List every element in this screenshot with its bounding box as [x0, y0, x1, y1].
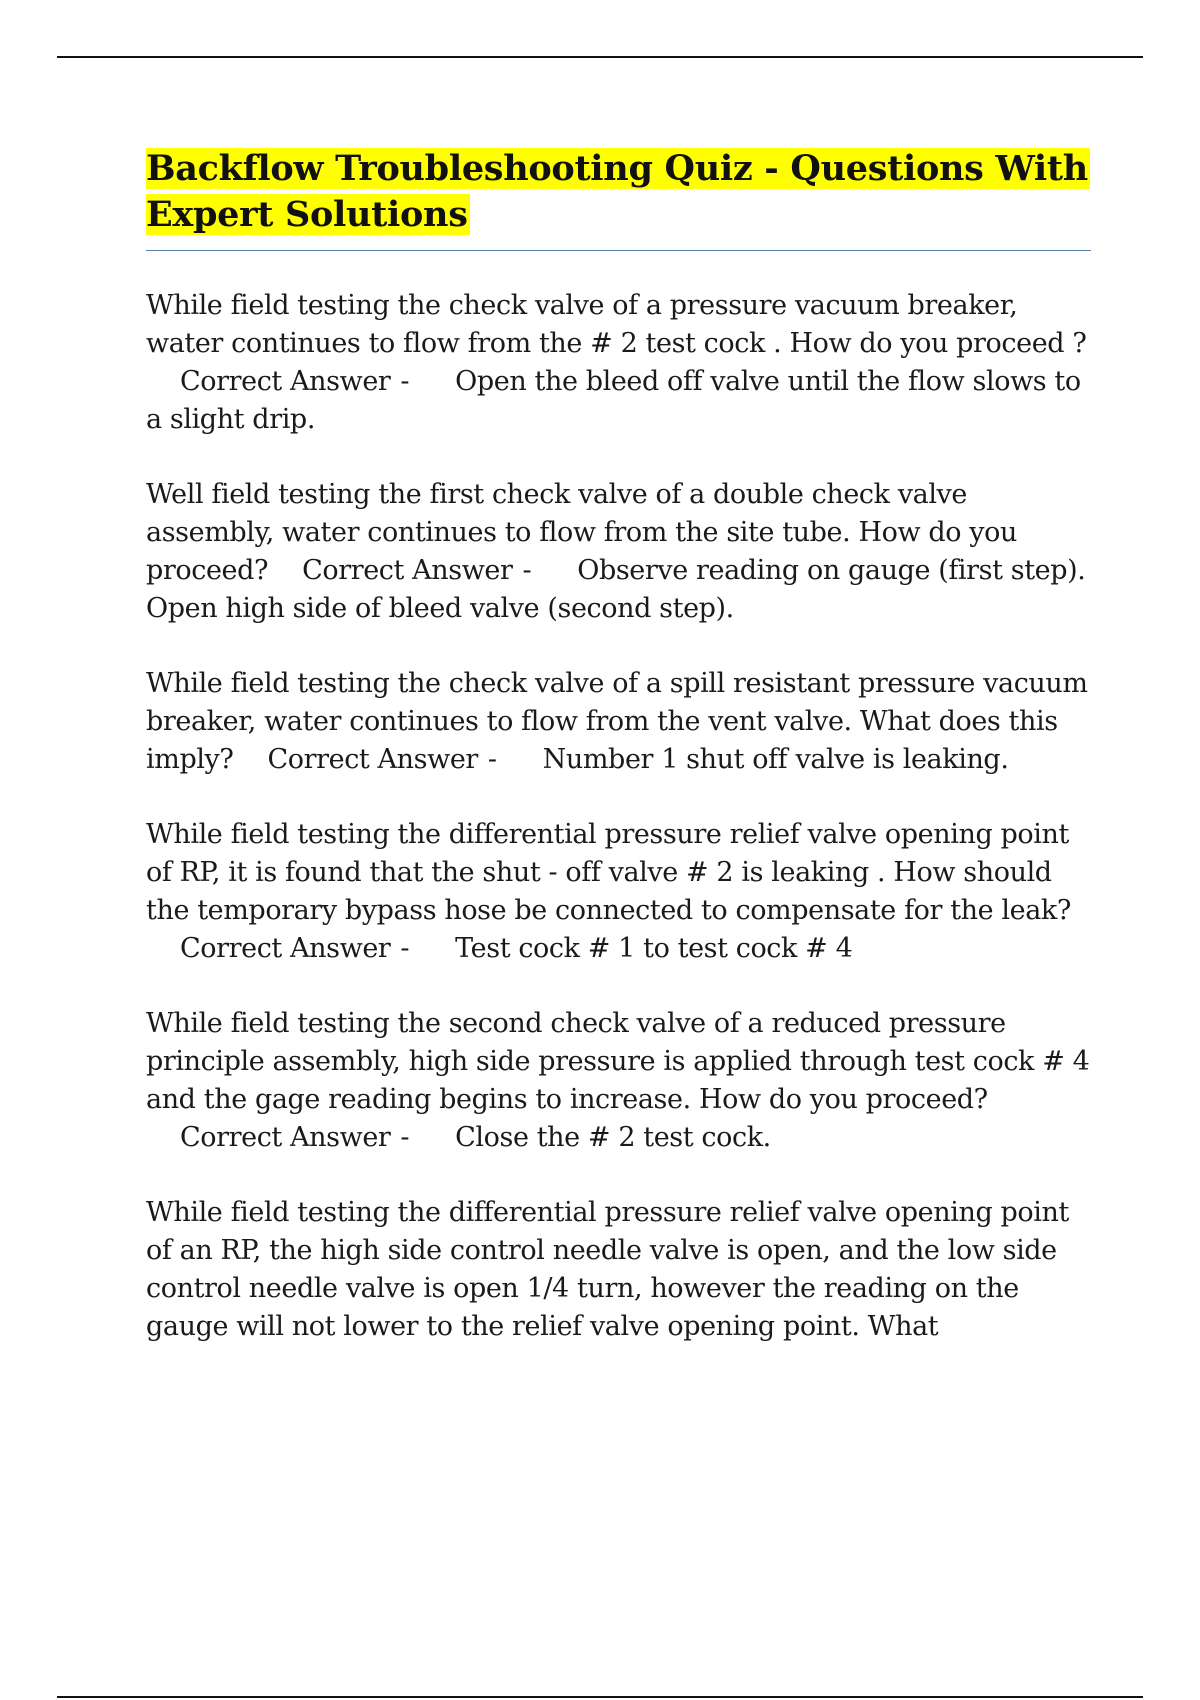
answer-label: Correct Answer: [302, 555, 513, 586]
answer-text: Observe reading on gauge (first step). Open high side of bleed valve (second step).: [146, 555, 1086, 624]
document-body: [146, 146, 1091, 1346]
question-text: While field testing the second check valve of a reduced pressure principle assembly, high side pressure is applied through test cock # 4 and the gage reading begins to increase. How do you proceed?: [146, 1008, 1090, 1115]
qa-item-4: [146, 816, 1091, 968]
answer-separator: -: [400, 1122, 410, 1153]
qa-item-6: [146, 1194, 1091, 1346]
page-bottom-rule: [57, 1696, 1143, 1698]
answer-label: Correct Answer: [180, 933, 391, 964]
answer-separator: -: [522, 555, 532, 586]
answer-text: Number 1 shut off valve is leaking.: [542, 744, 1009, 775]
qa-item-1: [146, 287, 1091, 439]
question-text: While field testing the check valve of a pressure vacuum breaker, water continues to flow from the # 2 test cock . How do you proceed ?: [146, 290, 1087, 359]
answer-text: Close the # 2 test cock.: [455, 1122, 771, 1153]
answer-text: Open the bleed off valve until the flow slows to a slight drip.: [146, 366, 1081, 435]
answer-separator: -: [487, 744, 497, 775]
qa-item-5: [146, 1005, 1091, 1157]
page-top-rule: [57, 56, 1143, 58]
answer-label: Correct Answer: [267, 744, 478, 775]
qa-item-2: [146, 476, 1091, 628]
question-text: While field testing the check valve of a spill resistant pressure vacuum breaker, water continues to flow from the vent valve. What does this imply?: [146, 668, 1088, 775]
answer-label: Correct Answer: [180, 366, 391, 397]
answer-separator: -: [400, 366, 410, 397]
answer-label: Correct Answer: [180, 1122, 391, 1153]
answer-text: Test cock # 1 to test cock # 4: [455, 933, 853, 964]
question-text: While field testing the differential pressure relief valve opening point of an RP, the high side control needle valve is open, and the low side control needle valve is open 1/4 turn, however the reading on the gauge will not lower to the relief valve opening point. What: [146, 1197, 1069, 1342]
title-highlight: Backflow Troubleshooting Quiz - Questions With Expert Solutions: [146, 148, 1088, 235]
document-title: [146, 146, 1091, 238]
question-text: Well field testing the first check valve of a double check valve assembly, water continues to flow from the site tube. How do you proceed?: [146, 479, 1018, 586]
title-underline: [146, 250, 1091, 251]
answer-separator: -: [400, 933, 410, 964]
question-text: While field testing the differential pressure relief valve opening point of RP, it is found that the shut - off valve # 2 is leaking . How should the temporary bypass hose be connected to compensate for the leak?: [146, 819, 1071, 926]
qa-item-3: [146, 665, 1091, 779]
